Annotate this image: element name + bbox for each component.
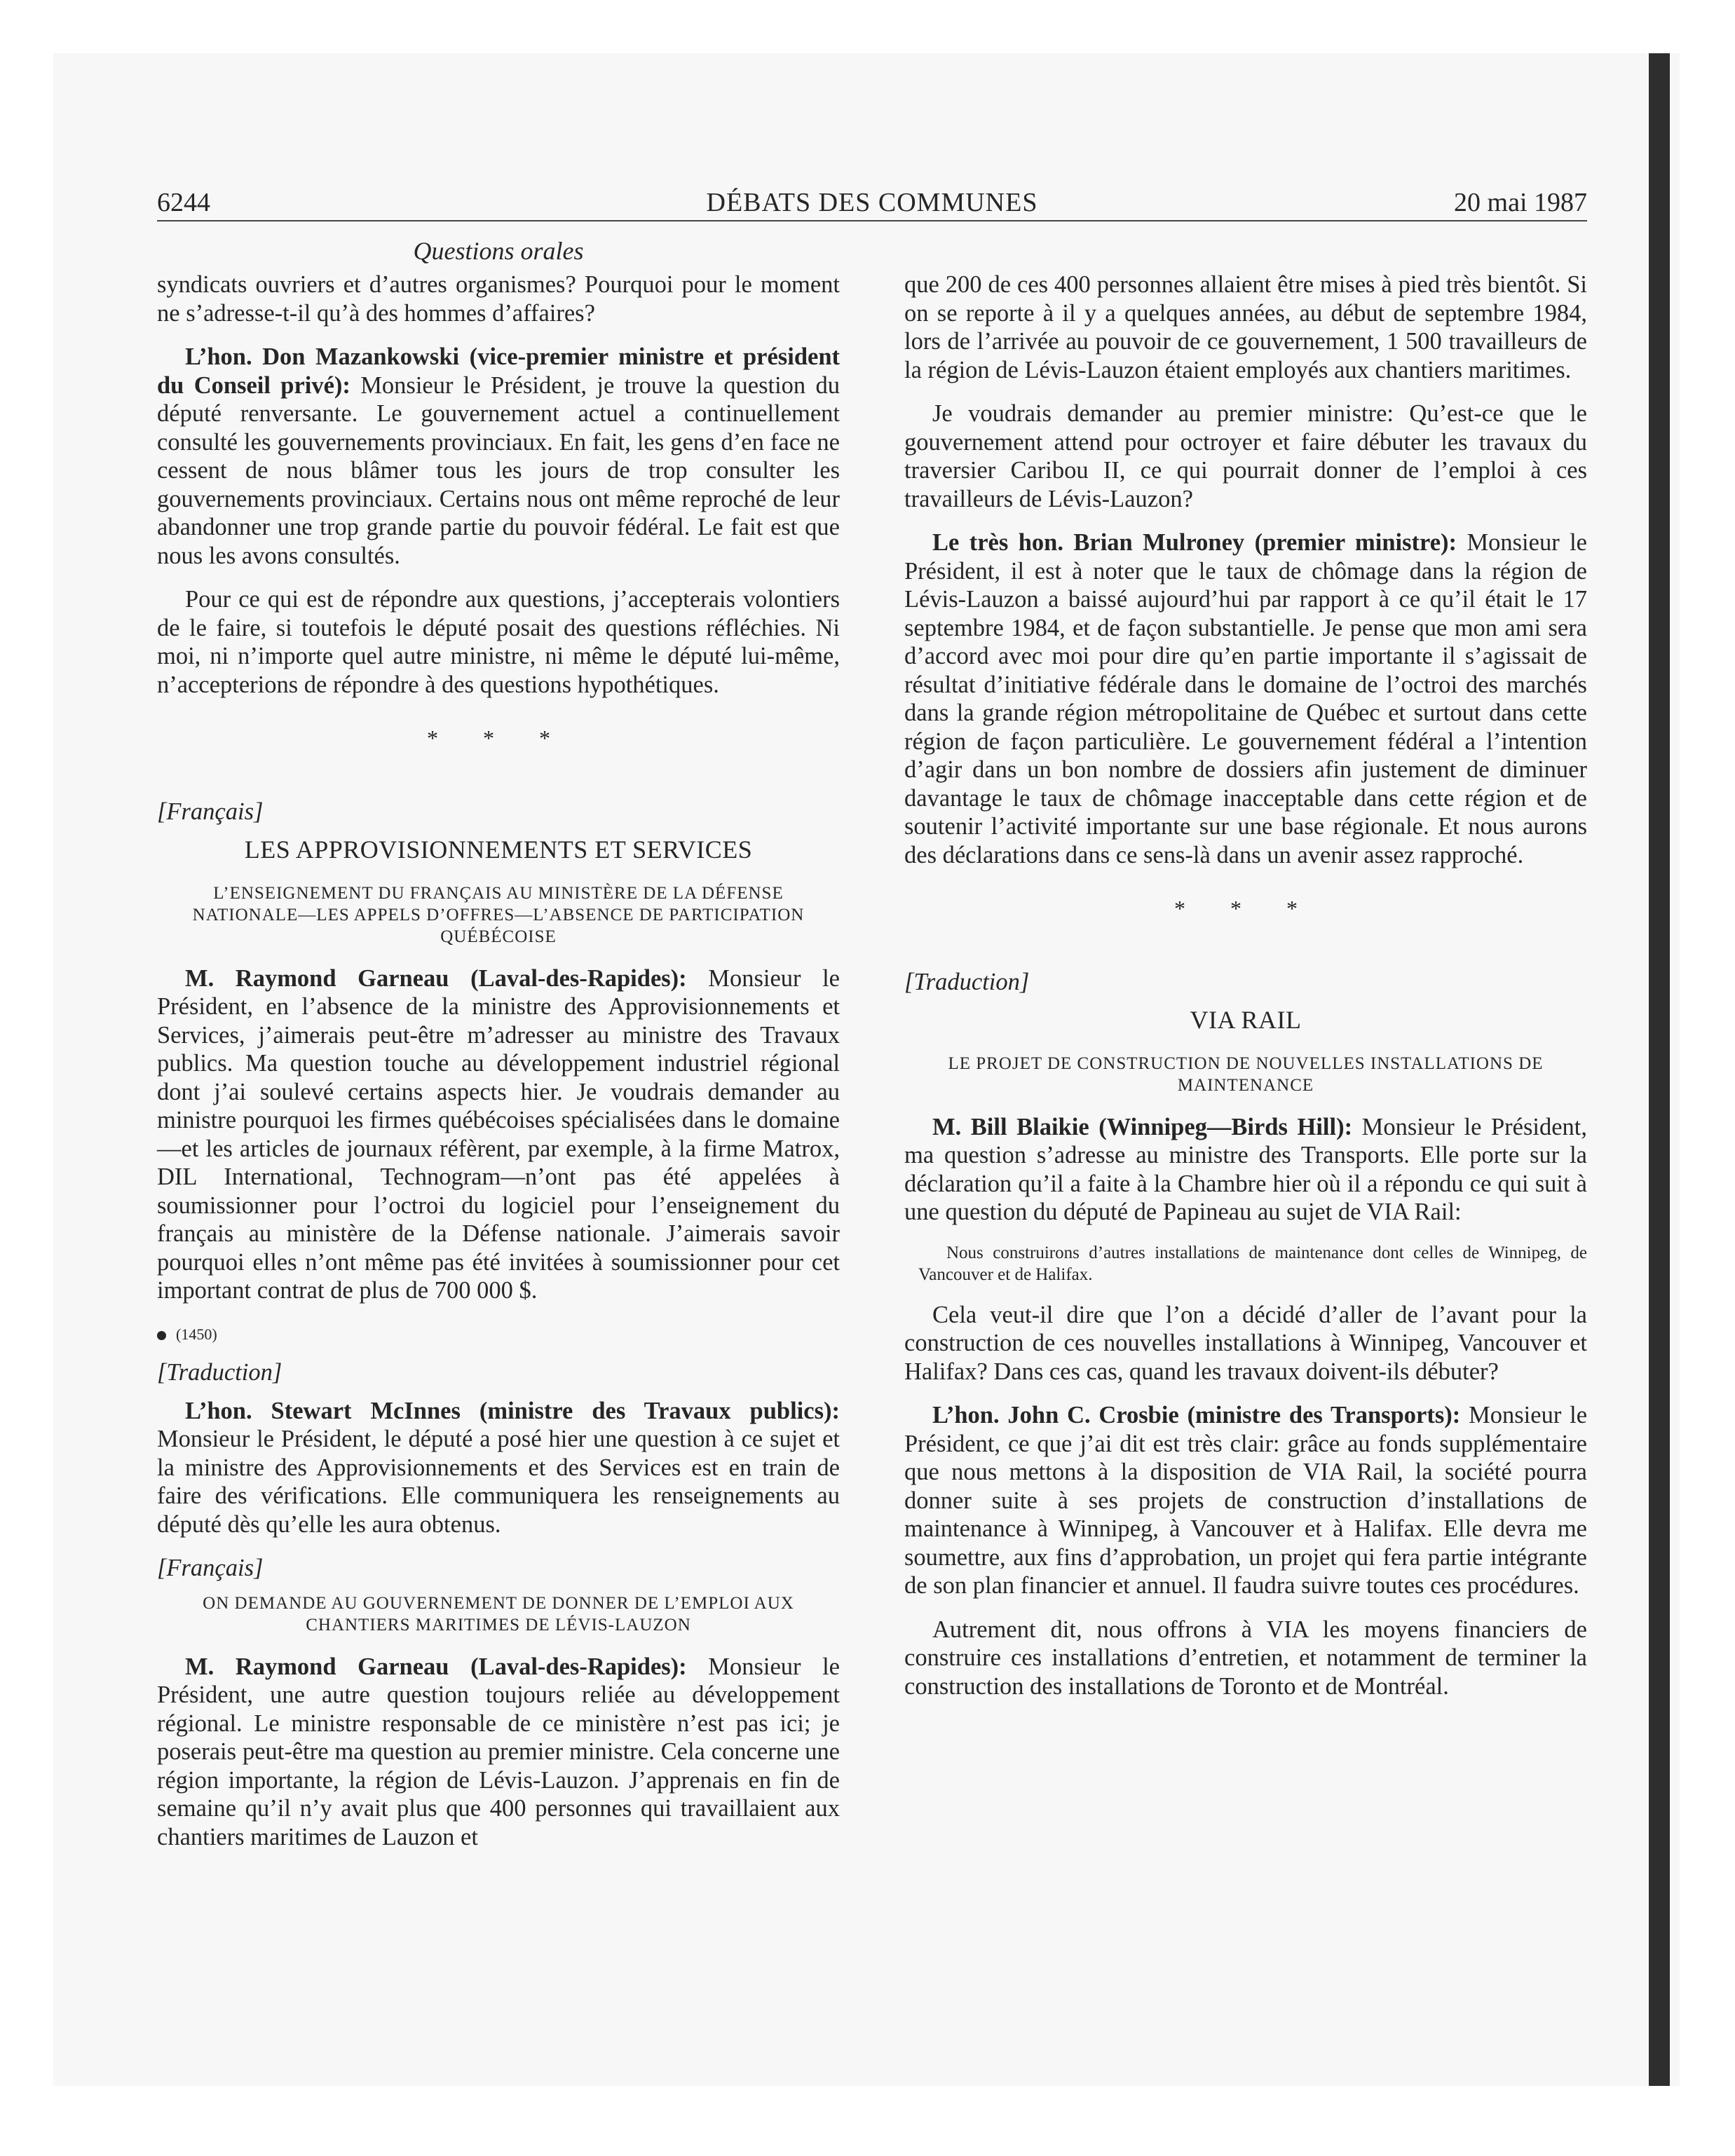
speech <box>157 343 840 570</box>
paragraph: Cela veut-il dire que l’on a décidé d’aller de l’avant pour la construction de ces nouvelles installations à Winnipeg, Vancouver et Halifax? Dans ces cas, quand les travaux doivent-ils débuter? <box>904 1301 1587 1385</box>
rubric-heading: LES APPROVISIONNEMENTS ET SERVICES <box>244 835 753 864</box>
subrubric-heading: LE PROJET DE CONSTRUCTION DE NOUVELLES INSTALLATIONS DE MAINTENANCE <box>948 1053 1544 1095</box>
timestamp-text: (1450) <box>176 1325 217 1343</box>
quotation: Nous construirons d’autres installations de maintenance dont celles de Winnipeg, de Vancouver et de Halifax. <box>918 1243 1587 1284</box>
hansard-page <box>157 185 1587 1867</box>
speech-text: Monsieur le Président, ce que j’ai dit est très clair: grâce au fonds supplémentaire que nous mettons à la disposition de VIA Rail, la société pourra donner suite à ses projets de construction d’installations de maintenance à Winnipeg, à Vancouver et à Halifax. Elle devra me soumettre, aux fins d’approbation, un projet qui fera partie intégrante de son plan financier et annuel. Il faudra suivre toutes ces procédures. <box>904 1402 1588 1599</box>
subrubric-heading: L’ENSEIGNEMENT DU FRANÇAIS AU MINISTÈRE DE LA DÉFENSE NATIONALE—LES APPELS D’OFFRES—L’ABSENCE DE PARTICIPATION QUÉBÉCOISE <box>192 883 805 946</box>
language-marker: [Traduction] <box>904 968 1030 995</box>
speech-text: Monsieur le Président, ma question s’adresse au ministre des Transports. Elle porte sur la déclaration qu’il a faite à la Chambre hier où il a répondu ce qui suit à une question du député de Papineau au sujet de VIA Rail: <box>904 1113 1587 1225</box>
subrubric-heading: ON DEMANDE AU GOUVERNEMENT DE DONNER DE L’EMPLOI AUX CHANTIERS MARITIMES DE LÉVIS-LAUZON <box>203 1593 794 1635</box>
speech <box>157 1653 840 1852</box>
paragraph: Pour ce qui est de répondre aux questions, j’accepterais volontiers de le faire, si toutefois le député posait des questions réfléchies. Ni moi, ni n’importe quel autre ministre, ni même le député lui-même, n’accepterions de répondre à des questions hypothétiques. <box>157 586 840 698</box>
paragraph: syndicats ouvriers et d’autres organismes? Pourquoi pour le moment ne s’adresse-t-il qu’à des hommes d’affaires? <box>157 271 840 327</box>
two-column-body <box>157 271 1587 1867</box>
speech <box>904 1401 1587 1600</box>
speaker-name: M. Raymond Garneau (Laval-des-Rapides): <box>185 964 687 992</box>
speaker-name: L’hon. Don Mazankowski (vice-premier ministre et président du Conseil privé): <box>157 343 840 399</box>
section-title: Questions orales <box>413 237 584 265</box>
speech <box>904 528 1587 869</box>
bullet-icon <box>157 1331 166 1340</box>
speech-text: Monsieur le Président, le député a posé hier une question à ce sujet et la ministre des Approvisionnements et des Services est en train de faire des vérifications. Elle communiquera les renseignements au député dès qu’elle les aura obtenus. <box>157 1426 840 1538</box>
rubric-heading: VIA RAIL <box>1190 1006 1302 1034</box>
speaker-name: M. Raymond Garneau (Laval-des-Rapides): <box>185 1653 687 1680</box>
paragraph: Autrement dit, nous offrons à VIA les moyens financiers de construire ces installations d’entretien, et notamment de terminer la construction des installations de Toronto et de Montréal. <box>904 1616 1587 1700</box>
speech-text: Monsieur le Président, je trouve la question du député renversante. Le gouvernement actuel a continuellement consulté les gouvernements provinciaux. En fait, les gens d’en face ne cessent de nous blâmer tous les jours de trop consulter les gouvernements provinciaux. Certains nous ont même reproché de leur abandonner une trop grande partie du pouvoir fédéral. Le fait est que nous les avons consultés. <box>157 371 840 569</box>
speech <box>157 964 840 1305</box>
paragraph: Je voudrais demander au premier ministre: Qu’est-ce que le gouvernement attend pour octroyer et faire débuter les travaux du traversier Caribou II, ce qui pourrait donner de l’emploi à ces travailleurs de Lévis-Lauzon? <box>904 400 1587 512</box>
speech <box>904 1113 1587 1227</box>
publication-date: 20 mai 1987 <box>1454 188 1587 217</box>
language-marker: [Traduction] <box>157 1359 283 1386</box>
right-column <box>904 271 1587 1867</box>
section-separator: * * * <box>1174 896 1317 921</box>
timestamp <box>157 1321 840 1349</box>
paragraph: que 200 de ces 400 personnes allaient être mises à pied très bientôt. Si on se reporte à il y a quelques années, au début de septembre 1984, lors de l’arrivée au pouvoir de ce gouvernement, 1 500 travailleurs de la région de Lévis-Lauzon étaient employés aux chantiers maritimes. <box>904 271 1587 383</box>
publication-title: DÉBATS DES COMMUNES <box>706 188 1038 217</box>
left-column <box>157 271 840 1867</box>
speaker-name: M. Bill Blaikie (Winnipeg—Birds Hill): <box>932 1113 1353 1140</box>
speech-text: Monsieur le Président, il est à noter que le taux de chômage dans la région de Lévis-Lauzon a baissé aujourd’hui par rapport à ce qu’il était le 17 septembre 1984, et de façon substantielle. Je pense que mon ami sera d’accord avec moi pour dire qu’en partie importante il s’agissait de résultat d’initiative fédérale dans le domaine de l’octroi des marchés dans la grande région métropolitaine de Québec et surtout dans cette région de façon particulière. Le gouvernement fédéral a l’intention d’agir dans un bon nombre de dossiers afin justement de diminuer davantage le taux de chômage inacceptable dans cette région et de soutenir l’activité importante sur une base régionale. Et nous aurons des déclarations dans ce sens-là dans un avenir assez rapproché. <box>904 529 1587 868</box>
section-separator: * * * <box>427 725 570 751</box>
language-marker: [Français] <box>157 798 264 825</box>
running-head <box>157 185 1587 221</box>
speaker-name: L’hon. John C. Crosbie (ministre des Transports): <box>932 1402 1461 1428</box>
speech <box>157 1397 840 1539</box>
speech-text: Monsieur le Président, en l’absence de la ministre des Approvisionnements et Services, j’aimerais peut-être m’adresser au ministre des Travaux publics. Ma question touche au développement industriel régional dont j’ai soulevé certains aspects hier. Je voudrais demander au ministre pourquoi les firmes québécoises spécialisées dans le domaine—et les articles de journaux réfèrent, par exemple, à la firme Matrox, DIL International, Technogram—n’ont pas été appelées à soumissionner pour l’octroi du logiciel pour l’enseignement du français au ministère de la Défense nationale. J’aimerais savoir pourquoi elles n’ont même pas été invitées à soumissionner pour cet important contrat de plus de 700 000 $. <box>157 964 840 1304</box>
scan-edge-shadow <box>1649 53 1670 2086</box>
language-marker: [Français] <box>157 1555 264 1581</box>
speech-text: Monsieur le Président, une autre question toujours reliée au développement régional. Le ministre responsable de ce ministère n’est pas ici; je poserais peut-être ma question au premier ministre. Cela concerne une région importante, la région de Lévis-Lauzon. J’apprenais en fin de semaine qu’il n’y avait plus que 400 personnes qui travaillaient aux chantiers maritimes de Lauzon et <box>157 1653 840 1850</box>
page-number: 6244 <box>157 188 210 217</box>
speaker-name: Le très hon. Brian Mulroney (premier ministre): <box>932 529 1457 556</box>
speaker-name: L’hon. Stewart McInnes (ministre des Travaux publics): <box>185 1397 840 1424</box>
